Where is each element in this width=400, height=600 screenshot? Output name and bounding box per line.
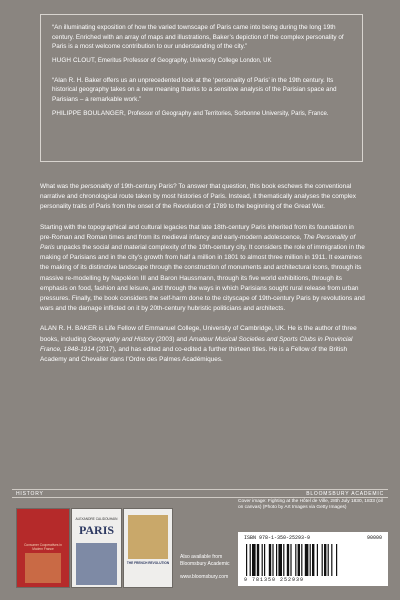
publisher-website: www.bloomsbury.com: [180, 574, 229, 580]
blurb-paragraph-1: What was the personality of 19th-century Paris? To answer that question, this book eschews the conventional narrative and chronological route taken by most histories of Paris. Instead, it thematically analyses the complex personality traits of Paris from the onset of the Revolution of 1789 to the beginning of the Great War.: [40, 183, 356, 211]
related-book-1: [16, 508, 70, 588]
quote-2-attribution: [52, 109, 352, 120]
related-book-2-title: PARIS: [78, 523, 115, 537]
endorsement-box: [40, 14, 363, 162]
barcode-bar: [252, 544, 256, 576]
related-book-1-image: [25, 553, 61, 583]
also-available: [180, 554, 229, 581]
quote-2-affiliation: Professor of Geography and Territories, Sorbonne University, Paris, France.: [127, 111, 329, 118]
barcode-bar: [272, 544, 273, 576]
quote-1-name: HUGH CLOUT,: [52, 57, 97, 65]
blurb: [40, 182, 365, 375]
barcode-bar: [336, 544, 337, 576]
barcode-bar: [310, 544, 311, 576]
related-book-3-title: THE FRENCH REVOLUTION: [126, 561, 170, 565]
barcode-bar: [322, 544, 323, 576]
category-label: HISTORY: [16, 491, 44, 497]
related-book-3: [123, 508, 173, 588]
price-code: 90000: [366, 535, 382, 541]
related-book-2: [71, 508, 122, 588]
quote-1: “An illuminating exposition of how the varied townscape of Paris came into being during the long 19th century. Enriched with an array of maps and illustrations, Baker’s depiction of the complex personality of Paris is a most welcome contribution to our understanding of the city.”: [52, 24, 344, 51]
barcode-bar: [250, 544, 251, 576]
isbn-barcode-box: [238, 532, 388, 586]
barcode-bar: [246, 544, 247, 576]
quote-1-attribution: [52, 56, 352, 67]
barcode-bar: [312, 544, 314, 576]
barcode-graphic: [244, 544, 382, 576]
barcode-bar: [317, 544, 318, 576]
isbn-number: ISBN 978-1-350-25293-9: [244, 535, 311, 541]
related-book-2-image: [76, 543, 117, 585]
barcode-bar: [257, 544, 259, 576]
barcode-bar: [262, 544, 263, 576]
quote-2: “Alan R. H. Baker offers us an unprecedented look at the ‘personality of Paris’ in the 19th century. Its historical geography takes on a new meaning thanks to a sensitive analysis of the Parisian space and Parisians – a remarkable work.”: [52, 76, 337, 104]
barcode-bar: [269, 544, 271, 576]
quote-1-affiliation: Emeritus Professor of Geography, University College London, UK: [97, 58, 272, 65]
barcode-bar: [276, 544, 277, 576]
barcode-bar: [295, 544, 296, 576]
barcode-bar: [278, 544, 282, 576]
barcode-digits: 9 781350 252939: [244, 577, 305, 583]
barcode-bar: [301, 544, 302, 576]
barcode-bar: [298, 544, 300, 576]
also-line-1: Also available from: [180, 554, 223, 560]
barcode-bar: [264, 544, 265, 576]
barcode-bar: [324, 544, 326, 576]
related-book-3-image: [128, 515, 168, 559]
barcode-bar: [287, 544, 289, 576]
quote-2-name: PHILIPPE BOULANGER,: [52, 110, 126, 118]
barcode-bar: [328, 544, 329, 576]
also-line-2: Bloomsbury Academic: [180, 561, 230, 567]
barcode-bar: [283, 544, 284, 576]
author-bio: ALAN R. H. BAKER is Life Fellow of Emmanuel College, University of Cambridge, UK. He is the author of three books, including Geography and History (2003) and Amateur Musical Societies and Sports Clubs in Provincial France, 1848-1914 (2017), and has edited and co-edited a further thirteen titles. He is a Fellow of the British Academy and Chevalier dans l’Ordre des Palmes Académiques.: [40, 325, 357, 364]
cover-image-credit: Cover image: Fighting at the Hôtel de Ville, 28th July 1830, 1833 (oil on canvas) (Photo by Art Images via Getty Images): [238, 499, 383, 511]
barcode-bar: [305, 544, 309, 576]
related-book-2-author: ALEXANDRE CALIDOUHAIN: [75, 517, 118, 521]
publisher-label: BLOOMSBURY ACADEMIC: [306, 491, 384, 497]
blurb-paragraph-2: Starting with the topographical and cultural legacies that late 18th-century Paris inherited from its foundation in pre-Roman and Roman times and from its medieval infancy and early-modern adolescence, The Personality of Paris unpacks the social and material complexity of the 19th-century city. It considers the role of immigration in the making of Parisians and in the city’s growth from half a million in 1801 to almost three million in 1911. It examines the making of its distinctive landscape through the construction of monuments and architectural icons, through its massive re-modelling by Napoléon III and Baron Haussmann, through its five world exhibitions, through its emphasis on food, fashion and leisure, and through the ways in which Parisians sought rural release from urban pressures. Finally, the book considers the self-harm done to the cityscape of 19th-century Paris by revolutions and wars and the damage inflicted on it by 20th-century hubristic politicians and architects.: [40, 223, 365, 313]
barcode-bar: [290, 544, 291, 576]
category-bar: [12, 489, 388, 498]
barcode-bar: [331, 544, 332, 576]
related-book-1-title: Consumer Cooperatives in Modern France: [24, 543, 62, 551]
